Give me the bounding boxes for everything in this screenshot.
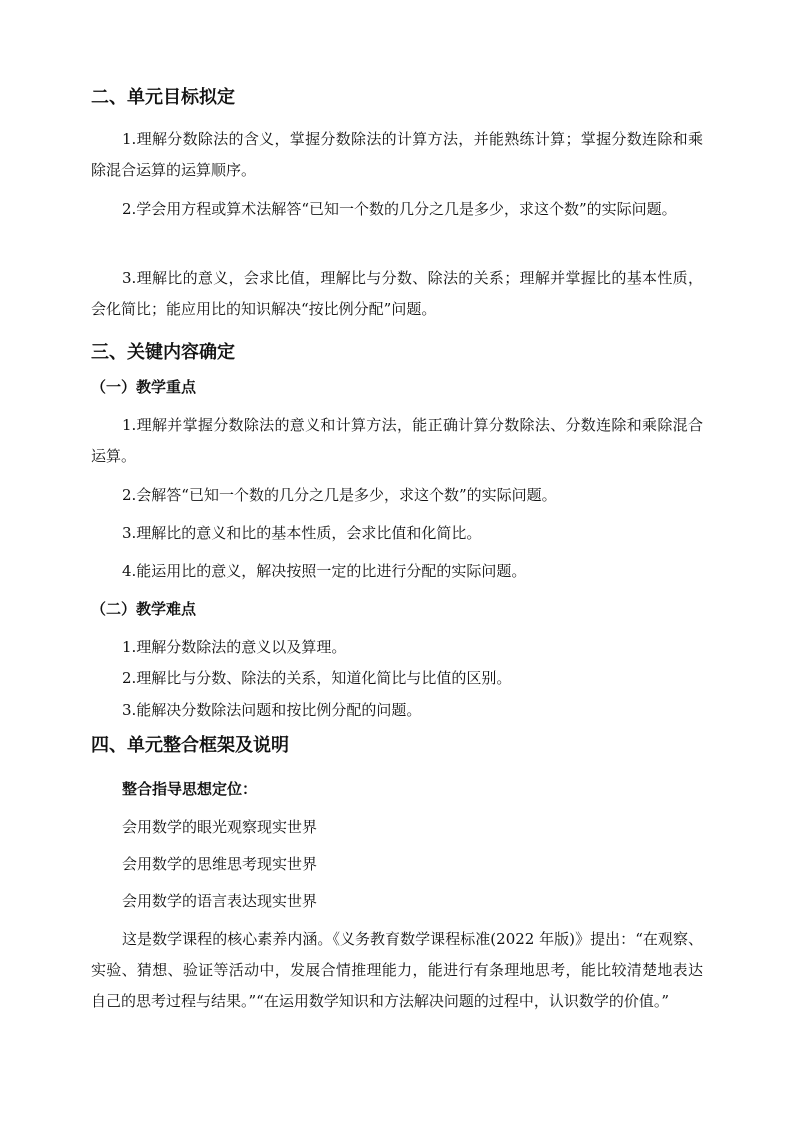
subheading-teaching-difficulty: （二）教学难点: [91, 600, 197, 618]
section-heading-key-content: 三、关键内容确定: [91, 342, 235, 363]
section-heading-framework: 四、单元整合框架及说明: [91, 735, 289, 756]
difficulty-item-1: 1.理解分数除法的意义以及算理。: [122, 638, 347, 656]
literacy-line-1: 会用数学的眼光观察现实世界: [122, 818, 318, 836]
core-literacy-paragraph: 这是数学课程的核心素养内涵。《义务教育数学课程标准(2022 年版)》提出：“在观察、实验、猜想、验证等活动中，发展合情推理能力，能进行有条理地思考，能比较清楚地表达自己的思考过程与结果。”“在运用数学知识和方法解决问题的过程中，认识数学的价值。”: [91, 930, 703, 1010]
focus-item-3: 3.理解比的意义和比的基本性质，会求比值和化简比。: [122, 524, 482, 542]
goal-item-3: 3.理解比的意义，会求比值，理解比与分数、除法的关系；理解并掌握比的基本性质，会化简比；能应用比的知识解决“按比例分配”问题。: [91, 269, 703, 318]
focus-item-1: 1.理解并掌握分数除法的意义和计算方法，能正确计算分数除法、分数连除和乘除混合运算。: [91, 416, 703, 465]
goal-item-2: 2.学会用方程或算术法解答“已知一个数的几分之几是多少，求这个数”的实际问题。: [122, 200, 677, 218]
focus-item-4: 4.能运用比的意义，解决按照一定的比进行分配的实际问题。: [122, 562, 527, 580]
literacy-line-3: 会用数学的语言表达现实世界: [122, 892, 318, 910]
difficulty-item-2: 2.理解比与分数、除法的关系，知道化简比与比值的区别。: [122, 669, 512, 687]
focus-item-2: 2.会解答“已知一个数的几分之几是多少，求这个数”的实际问题。: [122, 486, 557, 504]
goal-item-1: 1.理解分数除法的含义，掌握分数除法的计算方法，并能熟练计算；掌握分数连除和乘除混合运算的运算顺序。: [91, 130, 703, 179]
subheading-teaching-focus: （一）教学重点: [91, 378, 197, 396]
literacy-line-2: 会用数学的思维思考现实世界: [122, 855, 318, 873]
framework-subheading: 整合指导思想定位：: [122, 780, 258, 798]
difficulty-item-3: 3.能解决分数除法问题和按比例分配的问题。: [122, 701, 422, 719]
section-heading-unit-goals: 二、单元目标拟定: [91, 87, 235, 108]
